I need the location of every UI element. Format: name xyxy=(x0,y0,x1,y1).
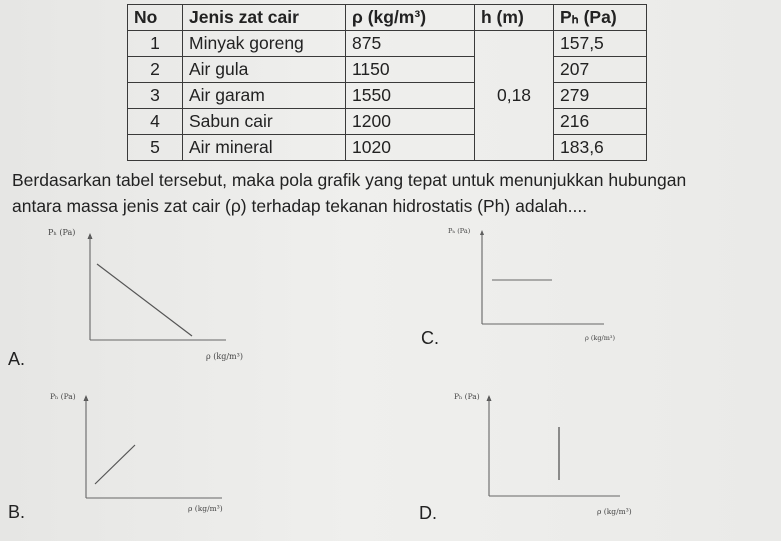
cell-rho: 875 xyxy=(346,31,475,57)
option-d-letter[interactable]: D. xyxy=(419,503,437,523)
cell-ph: 279 xyxy=(554,83,647,109)
cell-no: 4 xyxy=(128,109,183,135)
cell-h-merged: 0,18 xyxy=(475,31,554,161)
cell-no: 3 xyxy=(128,83,183,109)
header-ph: Pₕ (Pa) xyxy=(554,5,647,31)
header-h: h (m) xyxy=(475,5,554,31)
table-header-row xyxy=(128,5,647,31)
cell-no: 1 xyxy=(128,31,183,57)
graph-c-ylabel: Pₕ (Pa) xyxy=(448,227,471,235)
option-b-letter[interactable]: B. xyxy=(8,502,26,522)
cell-zat: Air mineral xyxy=(183,135,346,161)
graph-option-d[interactable] xyxy=(440,390,660,525)
cell-no: 2 xyxy=(128,57,183,83)
cell-zat: Sabun cair xyxy=(183,109,346,135)
cell-rho: 1020 xyxy=(346,135,475,161)
table-row xyxy=(128,57,647,83)
cell-zat: Air garam xyxy=(183,83,346,109)
cell-rho: 1200 xyxy=(346,109,475,135)
cell-ph: 207 xyxy=(554,57,647,83)
graph-option-c[interactable] xyxy=(440,226,660,356)
cell-rho: 1550 xyxy=(346,83,475,109)
cell-ph: 183,6 xyxy=(554,135,647,161)
table-row xyxy=(128,31,647,57)
graph-b-xlabel: ρ (kg/m³) xyxy=(188,504,223,513)
header-rho: ρ (kg/m³) xyxy=(346,5,475,31)
option-a-letter[interactable]: A. xyxy=(8,349,26,369)
graph-a-ylabel: Pₕ (Pa) xyxy=(48,228,76,237)
question-line-1: Berdasarkan tabel tersebut, maka pola grafik yang tepat untuk menunjukkan hubungan xyxy=(12,170,687,190)
cell-no: 5 xyxy=(128,135,183,161)
cell-ph: 216 xyxy=(554,109,647,135)
data-table xyxy=(127,4,647,161)
cell-zat: Air gula xyxy=(183,57,346,83)
graph-option-b[interactable] xyxy=(40,390,260,520)
graph-d-xlabel: ρ (kg/m³) xyxy=(597,507,632,516)
cell-ph: 157,5 xyxy=(554,31,647,57)
header-zat-cair: Jenis zat cair xyxy=(183,5,346,31)
graph-a-xlabel: ρ (kg/m³) xyxy=(206,352,243,361)
header-no: No xyxy=(128,5,183,31)
graph-option-a[interactable] xyxy=(40,226,280,376)
graph-a-line xyxy=(97,264,192,336)
table-row xyxy=(128,109,647,135)
graph-b-ylabel: Pₕ (Pa) xyxy=(50,392,76,401)
table-row xyxy=(128,83,647,109)
graph-c-xlabel: ρ (kg/m³) xyxy=(585,334,616,342)
question-line-2: antara massa jenis zat cair (ρ) terhadap tekanan hidrostatis (Ph) adalah.... xyxy=(12,196,588,216)
cell-rho: 1150 xyxy=(346,57,475,83)
graph-d-ylabel: Pₕ (Pa) xyxy=(454,392,480,401)
graph-b-line xyxy=(95,445,135,484)
cell-zat: Minyak goreng xyxy=(183,31,346,57)
table-row xyxy=(128,135,647,161)
option-c-letter[interactable]: C. xyxy=(421,328,439,348)
